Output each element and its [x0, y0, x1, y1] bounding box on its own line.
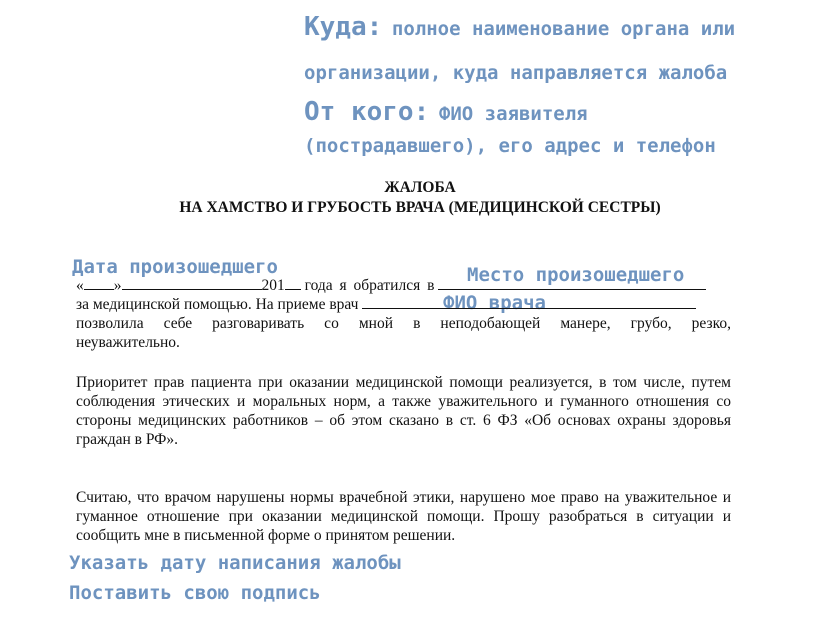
paragraph-1: [76, 276, 731, 352]
recipient-text-2: организации, куда направляется жалоба: [304, 62, 728, 84]
signature-hint: Поставить свою подпись: [69, 582, 321, 604]
sender-label: От кого:: [304, 97, 430, 127]
doctor-blank: [362, 295, 696, 309]
incident-place-hint: Место произошедшего: [467, 264, 685, 286]
paragraph-1-line-1: « » 201 года я обратился в: [76, 276, 731, 295]
year-blank: [285, 276, 301, 290]
recipient-hint: [304, 12, 735, 42]
paragraph-1-line-3: позволила себе разговаривать со мной в неподобающей манере, грубо, резко,: [76, 315, 731, 332]
document-title: ЖАЛОБА: [384, 179, 456, 196]
doctor-name-hint: ФИО врача: [443, 292, 546, 314]
place-blank: [438, 276, 706, 290]
recipient-label: Куда:: [304, 12, 383, 42]
paragraph-3: Считаю, что врачом нарушены нормы врачебной этики, нарушено мое право на уважительное и гуманное отношение при оказании медицинской помощи. Прошу разобраться в ситуации и сообщить мне в письменной форме о принятом решении.: [76, 489, 731, 544]
write-date-hint: Указать дату написания жалобы: [69, 552, 401, 574]
incident-date-hint: Дата произошедшего: [72, 256, 278, 278]
month-blank: [122, 276, 262, 290]
paragraph-1-line-2: за медицинской помощью. На приеме врач: [76, 295, 731, 314]
document-subtitle: НА ХАМСТВО И ГРУБОСТЬ ВРАЧА (МЕДИЦИНСКОЙ СЕСТРЫ): [179, 199, 661, 216]
paragraph-2: Приоритет прав пациента при оказании медицинской помощи реализуется, в том числе, путем соблюдения этических и моральных норм, а также уважительного и гуманного отношения со стороны медицинских работников – об этом сказано в ст. 6 ФЗ «Об основах охраны здоровья граждан в РФ».: [76, 374, 731, 448]
sender-hint: [304, 97, 588, 127]
day-blank: [84, 276, 114, 290]
sender-text-2: (пострадавшего), его адрес и телефон: [304, 135, 716, 157]
sender-text-1: ФИО заявителя: [438, 103, 588, 125]
recipient-text-1: полное наименование органа или: [391, 18, 736, 40]
paragraph-1-line-4: неуважительно.: [76, 334, 180, 351]
